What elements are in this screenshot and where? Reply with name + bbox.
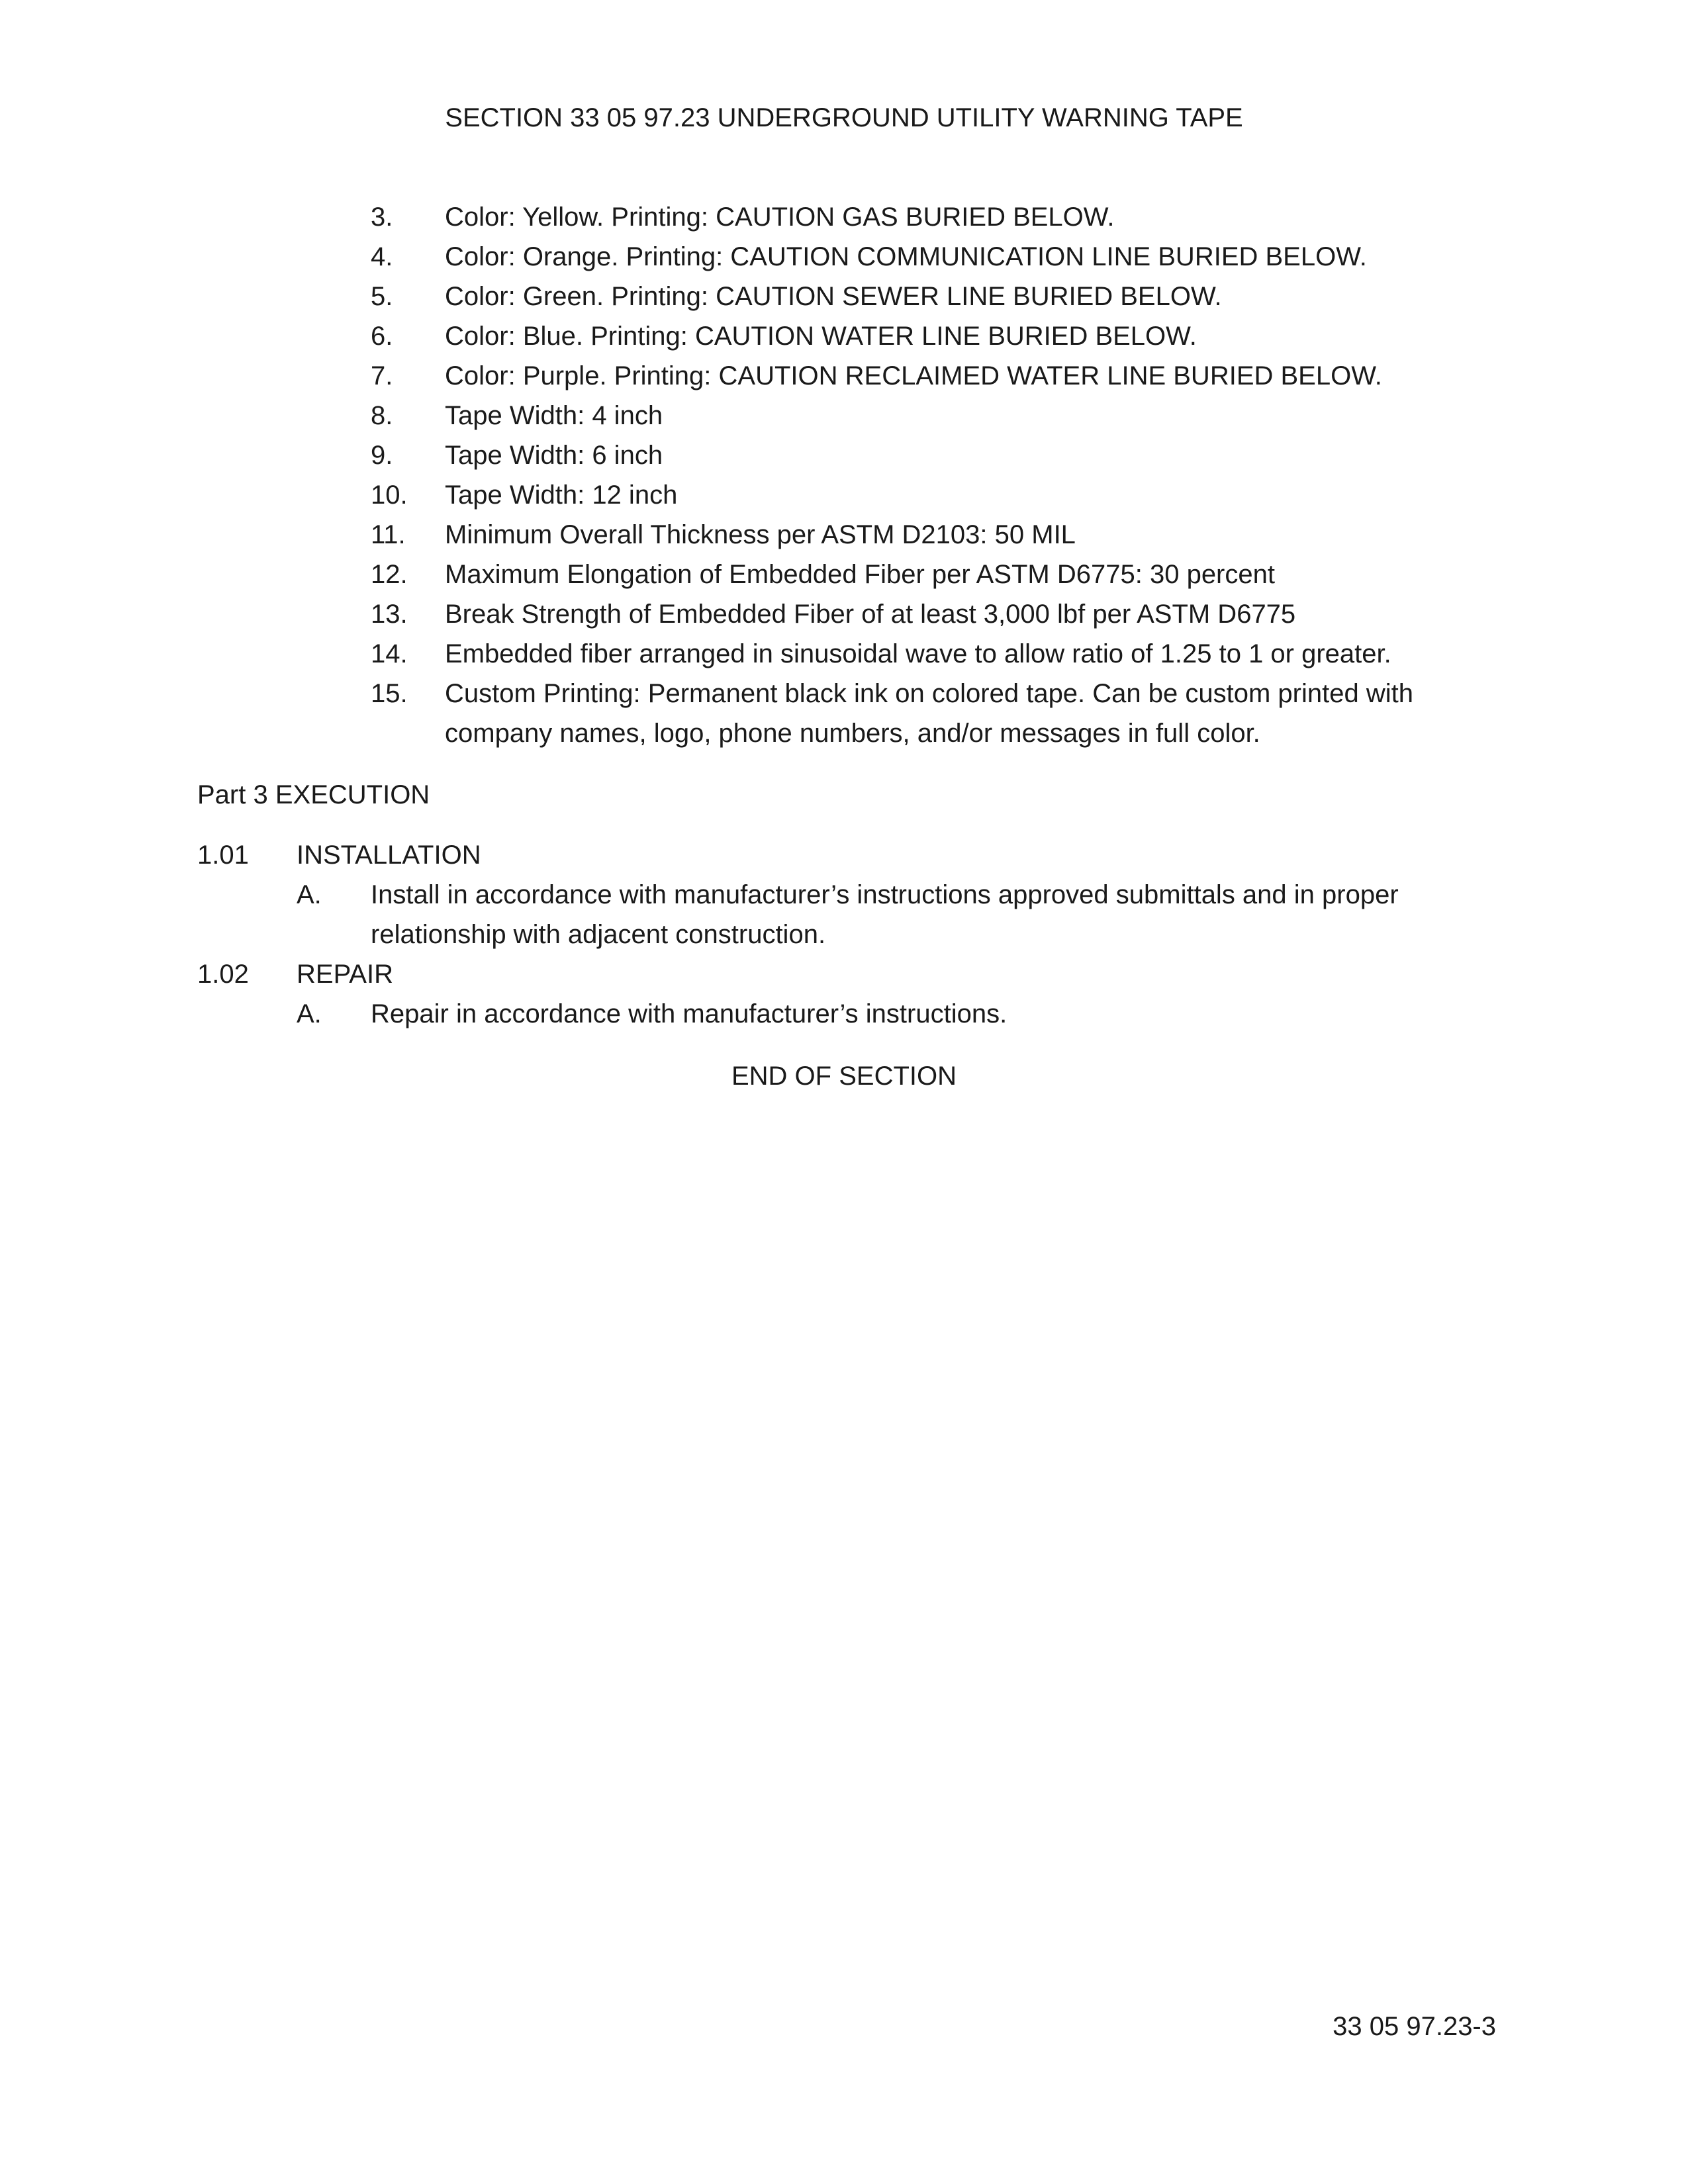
list-item [371, 634, 1496, 674]
article-heading [197, 954, 1495, 994]
list-item-number: 9. [371, 441, 393, 470]
list-item-number: 7. [371, 361, 393, 390]
list-item [371, 237, 1496, 277]
list-item-number: 3. [371, 203, 393, 232]
list-item-text: Custom Printing: Permanent black ink on colored tape. Can be custom printed with company names, logo, phone numbers, and/or messages in full color. [445, 679, 1413, 748]
list-item-number: 14. [371, 639, 408, 668]
list-item-text: Tape Width: 4 inch [445, 401, 663, 430]
list-item-text: Maximum Elongation of Embedded Fiber per ASTM D6775: 30 percent [445, 560, 1275, 589]
list-item-number: 13. [371, 600, 408, 629]
end-of-section: END OF SECTION [731, 1062, 957, 1091]
section-title: SECTION 33 05 97.23 UNDERGROUND UTILITY WARNING TAPE [445, 103, 1243, 132]
paragraph-text: Repair in accordance with manufacturer’s instructions. [371, 999, 1008, 1028]
list-item-text: Color: Orange. Printing: CAUTION COMMUNICATION LINE BURIED BELOW. [445, 242, 1367, 271]
list-item-text: Color: Purple. Printing: CAUTION RECLAIMED WATER LINE BURIED BELOW. [445, 361, 1382, 390]
list-item [371, 475, 1496, 515]
list-item [371, 555, 1496, 594]
list-item-text: Tape Width: 12 inch [445, 480, 678, 510]
list-item-number: 10. [371, 480, 408, 510]
spec-list [371, 197, 1496, 753]
article-title: REPAIR [297, 960, 393, 989]
part-heading: Part 3 EXECUTION [197, 780, 430, 809]
list-item-number: 11. [371, 520, 406, 549]
list-item-number: 6. [371, 322, 393, 351]
list-item-number: 4. [371, 242, 393, 271]
article-repair [197, 954, 1495, 1034]
list-item-text: Color: Green. Printing: CAUTION SEWER LINE BURIED BELOW. [445, 282, 1222, 311]
list-item [371, 197, 1496, 237]
article-number: 1.01 [197, 841, 249, 870]
list-item-text: Color: Blue. Printing: CAUTION WATER LINE BURIED BELOW. [445, 322, 1197, 351]
article-heading [197, 835, 1495, 875]
list-item [371, 435, 1496, 475]
list-item [371, 356, 1496, 396]
list-item-text: Color: Yellow. Printing: CAUTION GAS BURIED BELOW. [445, 203, 1115, 232]
paragraph-letter: A. [297, 999, 322, 1028]
list-item [371, 594, 1496, 634]
list-item [371, 515, 1496, 555]
list-item-number: 12. [371, 560, 408, 589]
list-item-number: 5. [371, 282, 393, 311]
list-item-text: Embedded fiber arranged in sinusoidal wave to allow ratio of 1.25 to 1 or greater. [445, 639, 1391, 668]
paragraph [297, 875, 1495, 954]
page-number: 33 05 97.23-3 [1333, 2012, 1496, 2041]
list-item [371, 396, 1496, 435]
list-item [371, 316, 1496, 356]
list-item-text: Minimum Overall Thickness per ASTM D2103: 50 MIL [445, 520, 1076, 549]
list-item-number: 15. [371, 679, 408, 708]
list-item [371, 674, 1496, 753]
list-item [371, 277, 1496, 316]
article-number: 1.02 [197, 960, 249, 989]
paragraph [297, 994, 1495, 1034]
paragraph-text: Install in accordance with manufacturer’s instructions approved submittals and in proper relationship with adjacent construction. [371, 880, 1399, 949]
list-item-text: Break Strength of Embedded Fiber of at least 3,000 lbf per ASTM D6775 [445, 600, 1296, 629]
article-title: INSTALLATION [297, 841, 481, 870]
list-item-text: Tape Width: 6 inch [445, 441, 663, 470]
article-installation [197, 835, 1495, 954]
list-item-number: 8. [371, 401, 393, 430]
paragraph-letter: A. [297, 880, 322, 909]
